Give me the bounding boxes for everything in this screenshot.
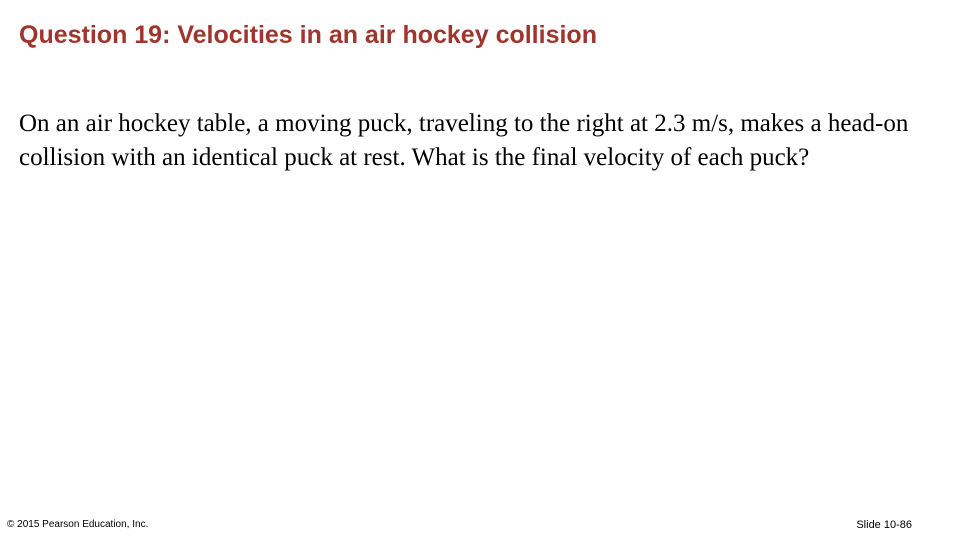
slide-title: Question 19: Velocities in an air hockey collision <box>19 21 597 49</box>
question-text: On an air hockey table, a moving puck, traveling to the right at 2.3 m/s, makes a head-on collision with an identical puck at rest. What is the final velocity of each puck? <box>19 110 909 171</box>
copyright-footer: © 2015 Pearson Education, Inc. <box>7 519 149 530</box>
slide-number: Slide 10-86 <box>856 519 912 531</box>
